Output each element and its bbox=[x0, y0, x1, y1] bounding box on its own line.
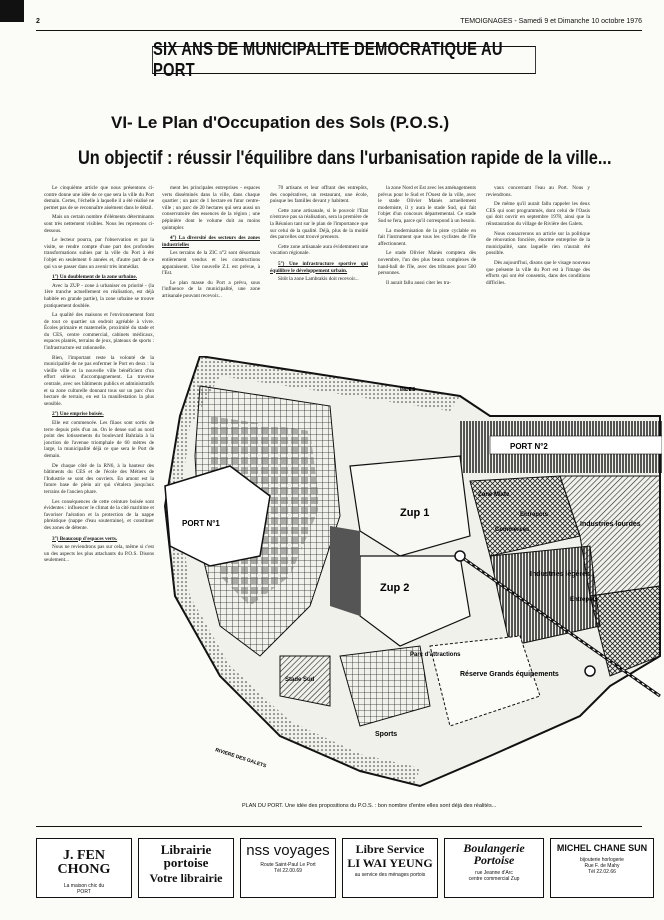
subheading: 4°) La diversité des secteurs des zones industrielles bbox=[162, 235, 260, 248]
paragraph: Elle est commencée. Les filaos sont sortis de terre depuis près d'un an. On le dense sud au nord point des lotissements du boulevard Bahtiala à la jonction de l'avenue triomphale de 60 mètres de large, la municipalité déjà ce que sera le Port de demain. bbox=[44, 420, 154, 459]
paragraph: 70 artisans et leur offrant des entrepôts, des coopératives, un restaurant, une école, puisque les familles devant y habitent. bbox=[270, 185, 368, 205]
ad-librairie[interactable] bbox=[138, 838, 234, 898]
paragraph: Les terrains de la ZIC n°2 sont désormais entièrement vendus et les constructions apparaissent. Une nouvelle Z.I. est prévue, à l'Est. bbox=[162, 250, 260, 277]
paragraph: Dès aujourd'hui, disons que le visage nouveau que présente la ville du Port est à l'image des efforts qui ont été consentis, dans des conditions difficiles. bbox=[486, 259, 590, 286]
advertisement-strip bbox=[36, 838, 656, 902]
paragraph: Le cinquième article que nous présentons ci-contre donne une idée de ce que sera la ville du Port demain. Certes, l'échelle à laquelle il a été réalisé ne permet pas de se reconnaître aisément dans le détail. bbox=[44, 185, 154, 211]
paragraph: La modernisation de la piste cyclable en fait l'instrument que tous les cyclistes de l'île affectionnent. bbox=[378, 227, 476, 247]
map-label-reserve: Réserve Grands équipements bbox=[460, 671, 559, 678]
ad-boulangerie[interactable] bbox=[444, 838, 544, 898]
ad-line: PORT bbox=[77, 889, 91, 895]
paragraph: Le plan masse du Port a prévu, sous l'influence de la municipalité, une zone artisanale pouvant recevoir... bbox=[162, 279, 260, 299]
ads-rule bbox=[36, 826, 642, 827]
ad-line: Votre librairie bbox=[149, 871, 223, 885]
roundabout bbox=[455, 551, 465, 561]
ad-nss-voyages[interactable] bbox=[240, 838, 336, 898]
map-label-commerces: Commerces bbox=[495, 527, 530, 533]
ad-line: bijouterie horlogerie bbox=[580, 857, 624, 863]
dark-wedge bbox=[330, 526, 360, 616]
paragraph: vaux concernant l'eau au Port. Nous y reviendrons. bbox=[486, 185, 590, 198]
map-label-zone-mixte: Zone Mixte bbox=[478, 492, 510, 498]
paragraph: ment les principales entreprises - espaces verts disséminés dans la ville, dans chaque quartier ; un parc de 1 hectare en futur centre-ville ; un parc de 20 hectares qui sera aussi un conservatoire des essences de la région ; une pépinière dont le volume doit au moins quintupler. bbox=[162, 185, 260, 231]
ad-title: J. FEN CHONG bbox=[57, 848, 111, 877]
ad-title: nss voyages bbox=[246, 842, 330, 859]
ad-michel-chane-sun[interactable] bbox=[550, 838, 654, 898]
ad-line: centre commercial Zup bbox=[468, 876, 520, 882]
paragraph: Le lecteur pourra, par l'observation et par la visite, se rendre compte d'une part des profondes transformations subies par la ville du Port à été l'objet en seulement 6 années et, d'autre part de ce qui va se passer dans un avenir très immédiat. bbox=[44, 237, 154, 270]
paragraph: De chaque côté de la RN6, à la hauteur des bâtiments du CES et de l'école des Métiers de l'Industrie se sont des ouvriers. En amont est la future base de plein air qui s'étalera jusqu'aux terrains de l'ancien phare. bbox=[44, 462, 154, 495]
headline: Un objectif : réussir l'équilibre dans l'urbanisation rapide de la ville... bbox=[78, 148, 612, 169]
subheading: 1°) Un doublement de la zone urbaine. bbox=[52, 274, 137, 281]
map-label-zup2: Zup 2 bbox=[380, 582, 410, 594]
article-column-1 bbox=[44, 185, 154, 835]
ad-title: Libre Service bbox=[355, 842, 425, 856]
newspaper-dateline: TEMOIGNAGES - Samedi 9 et Dimanche 10 octobre 1976 bbox=[460, 18, 642, 25]
article-column-3 bbox=[270, 185, 368, 353]
section-title: VI- Le Plan d'Occupation des Sols (P.O.S.) bbox=[111, 113, 450, 132]
paragraph: Il aurait fallu aussi citer les tra- bbox=[386, 279, 451, 286]
map-label-port1: PORT N°1 bbox=[182, 519, 220, 528]
ad-line: Route Saint-Paul Le Port bbox=[260, 862, 316, 868]
page-header bbox=[36, 18, 642, 28]
ad-line: Tél 22.02.66 bbox=[588, 869, 616, 875]
ad-line: La maison chic du bbox=[63, 883, 105, 889]
paragraph: la zone Nord et Est avec les aménagements prévus pour le Sud et l'Ouest de la ville, avec le stade Olivier Manés actuellement moderniste, il y aura le stade Sud, qui fait l'objet d'un concours départemental. Ce stade Sud se fera, parce qu'il correspond à un besoin. bbox=[378, 185, 476, 224]
map-label-riviere: RIVIERE DES GALETS bbox=[214, 747, 267, 770]
ad-line: LI WAI YEUNG bbox=[347, 856, 433, 870]
paragraph: Les conséquences de cette ceinture boisée sont évidentes : influencer le climat de la cité maritime et favoriser l'aération et la protection de la nappe phréatique (nappe d'eau souterraine), et constituer des zones de détente. bbox=[44, 498, 154, 531]
map-label-industries-legeres: Industries légères bbox=[530, 571, 590, 578]
port-plan-map bbox=[160, 356, 662, 796]
paragraph: Mais un certain nombre d'éléments déterminants sont très nettement visibles. Nous les reprenons ci-dessous. bbox=[44, 214, 154, 234]
paragraph: Cette zone artisanale, si le pouvoir l'Etat n'entrave pas sa réalisation, sera la première de la Réunion tant sur le plan de l'importance que sur celui de la qualité. Déjà, plus de la moitié des parcelles ont trouvé preneurs. bbox=[270, 207, 368, 241]
map-label-zup1: Zup 1 bbox=[400, 507, 430, 519]
page-number: 2 bbox=[36, 18, 40, 25]
ad-line: Tél 22.00.69 bbox=[274, 868, 302, 874]
article-column-5 bbox=[486, 185, 590, 353]
corner-mark bbox=[0, 0, 24, 22]
ad-title: Boulangerie Portoise bbox=[463, 841, 525, 867]
map-label-stade-sud: Stade Sud bbox=[285, 677, 315, 683]
ad-line: au service des ménages portois bbox=[354, 872, 426, 878]
map-label-sports: Sports bbox=[375, 731, 398, 738]
paragraph: Sitôt la zone Lambrakis doit recevoir... bbox=[278, 276, 359, 283]
paragraph: De même qu'il aurait fallu rappeler les deux CES qui sont programmés, dont celui de l'Oasis qui doit ouvrir en septembre 1978, ainsi que la réinstauration du village de Rivière des Galets. bbox=[486, 201, 590, 227]
ad-title: Librairie portoise bbox=[160, 842, 212, 870]
header-rule bbox=[36, 30, 642, 31]
roundabout bbox=[585, 666, 595, 676]
map-label-entrepots: Entrepots bbox=[520, 512, 549, 518]
subheading: 3°) Beaucoup d'espaces verts. bbox=[52, 535, 118, 542]
paragraph: Cette zone artisanale aura évidemment une vocation régionale. bbox=[270, 243, 368, 257]
map-label-entrepots-2: Entrepots bbox=[570, 597, 599, 603]
paragraph: Le stade Olivier Manès comptera dès novembre, l'un des plus beaux complexes de hand-ball de l'île, avec des tribunes pour 500 personnes. bbox=[378, 250, 476, 277]
article-column-2 bbox=[162, 185, 260, 353]
paragraph: Nous ne reviendrons pas sur cela, même si c'est un des aspects les plus attachants du P.O.S. Disons seulement... bbox=[44, 544, 154, 564]
ad-title: MICHEL CHANE SUN bbox=[556, 843, 648, 853]
subheading: 5°) Une infrastructure sportive qui équilibre le développement urbain. bbox=[270, 260, 368, 274]
map-label-industries-lourdes: Industries lourdes bbox=[580, 521, 641, 528]
ad-li-wai-yeung[interactable] bbox=[342, 838, 438, 898]
paragraph: Avec la ZUP - zone à urbaniser en priorité - (la 1ère tranche actuellement en réalisation, est déjà habitée en grande partie), la zone urbaine se trouve pratiquement doublée. bbox=[44, 282, 154, 309]
article-column-4 bbox=[378, 185, 476, 353]
ad-line: Rue F. de Mahy bbox=[584, 863, 620, 869]
subheading: 2°) Une emprise boisée. bbox=[52, 411, 104, 418]
map-label-port2: PORT N°2 bbox=[510, 442, 548, 451]
paragraph: Nous consacrerons un article sur la politique de rénovation foncière, énorme entreprise de la municipalité, sans laquelle rien n'aurait été possible. bbox=[486, 230, 590, 257]
map-label-parc: Parc d'attractions bbox=[410, 652, 461, 658]
map-caption: PLAN DU PORT. Une idée des propositions du P.O.S. : bon nombre d'entre elles sont déjà des réalités... bbox=[242, 803, 497, 809]
paragraph: Bien, l'important reste la volonté de la municipalité de ne pas enfermer le Port en deux : la vieille ville et la nouvelle ville bénéficient d'un effort sérieux d'accompagnement. La traverse centrale, avec ses bâtiments publics et administratifs et sa zone culturelle donnant tous sur un parc d'un hectare de terrain, en est la manifestation la plus sensible. bbox=[44, 354, 154, 407]
ad-line: rue Jeanne d'Arc bbox=[475, 870, 513, 876]
paragraph: La qualité des maisons et l'environnement font de tout ce quartier un endroit agréable à vivre. Écoles primaire et maternelle, proximité du stade et du CES, centre commercial, cabinets médicaux, espaces plantés, terrains de jeux, plateaux de sports : l'infrastructure est rationnelle. bbox=[44, 312, 154, 352]
ad-fen-chong[interactable] bbox=[36, 838, 132, 898]
map-label-indes: INDES bbox=[400, 387, 416, 393]
series-banner: SIX ANS DE MUNICIPALITE DEMOCRATIQUE AU PORT bbox=[152, 46, 536, 74]
